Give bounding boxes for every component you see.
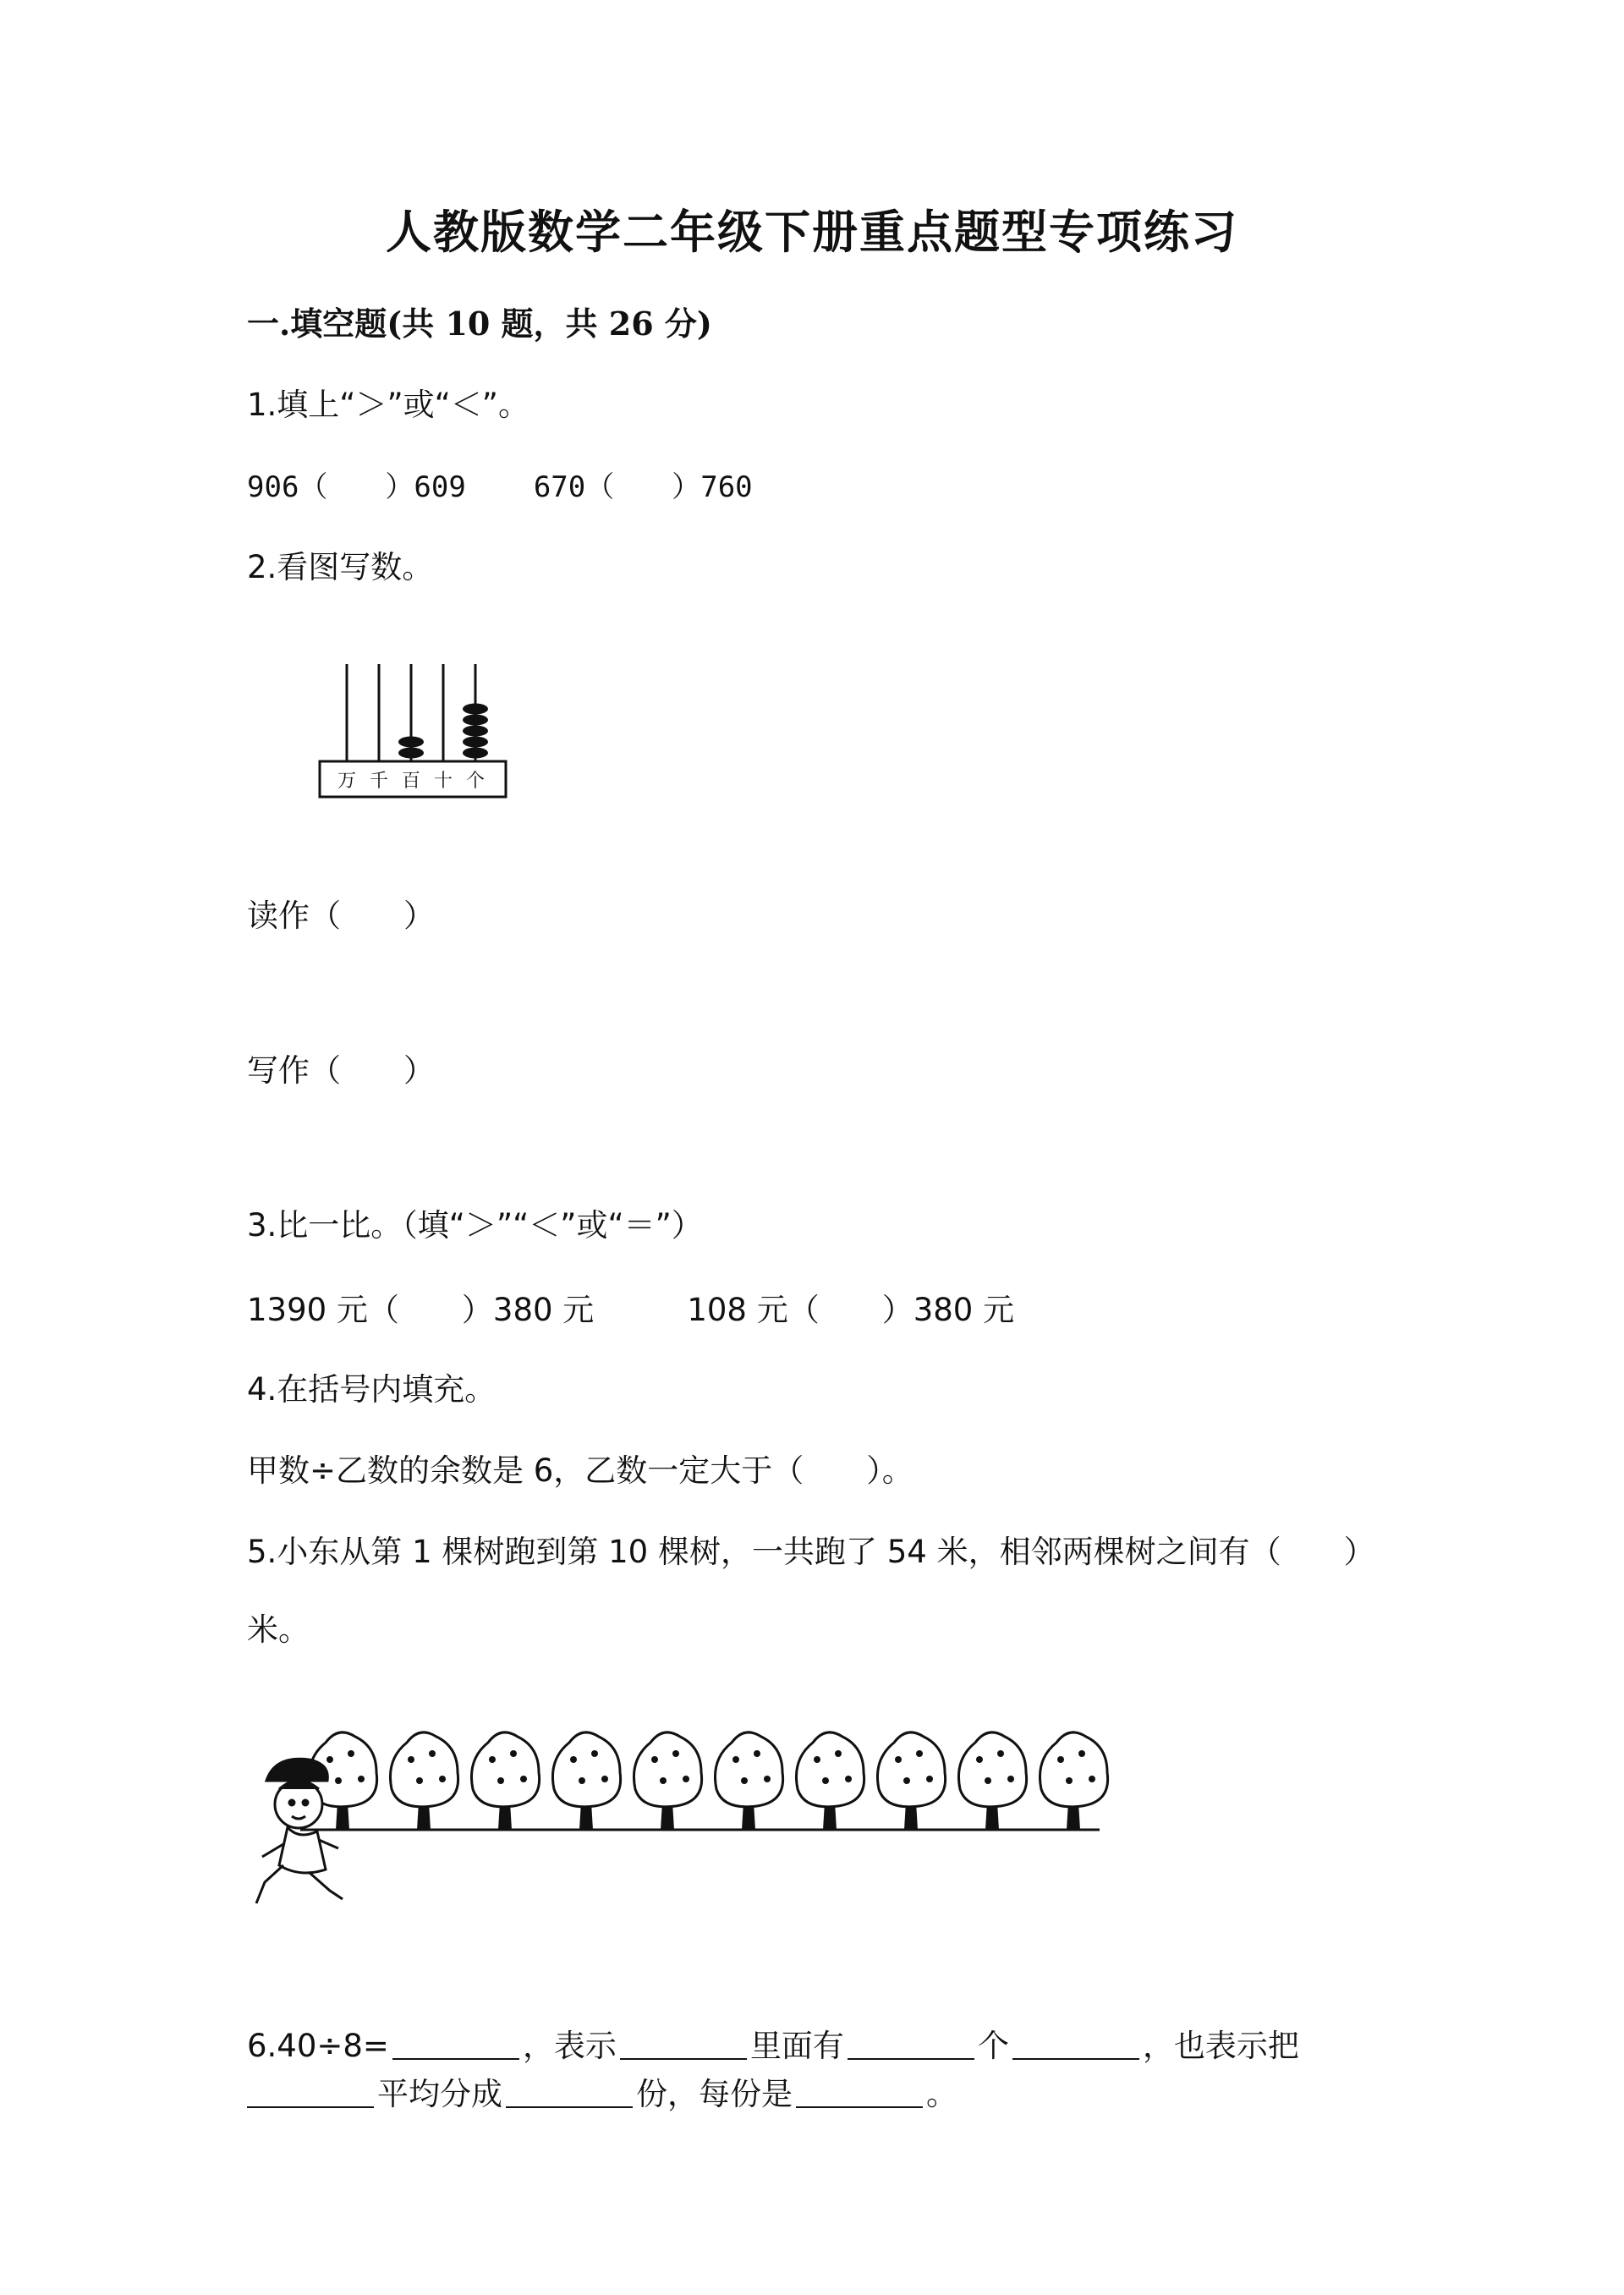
page-title: 人教版数学二年级下册重点题型专项练习 — [386, 205, 1238, 259]
q3-prompt: 3.比一比。（填“＞”“＜”或“＝”） — [247, 1207, 703, 1244]
q2-read: 读作（ ） — [247, 898, 435, 934]
abacus-label-wan: 万 — [337, 771, 357, 792]
abacus-bead — [398, 748, 424, 759]
tree-icon — [958, 1732, 1026, 1830]
tree-icon — [877, 1732, 945, 1830]
q1-item-1: 906（ ）609 — [247, 470, 466, 504]
abacus-bead — [463, 715, 488, 726]
q4-prompt: 4.在括号内填充。 — [247, 1371, 497, 1408]
q6-line-2 — [247, 2068, 957, 2114]
q5-line-2: 米。 — [247, 1611, 310, 1648]
abacus-bead — [398, 737, 424, 748]
abacus-label-qian: 千 — [369, 771, 389, 792]
abacus-bead — [463, 726, 488, 737]
q6-blank-1[interactable] — [392, 2029, 519, 2060]
abacus-figure — [313, 660, 516, 812]
tree-icon — [471, 1732, 539, 1830]
trees-figure — [250, 1721, 1129, 1933]
q3-item-1: 1390 元（ ）380 元 — [247, 1292, 595, 1328]
abacus-label-shi: 十 — [433, 771, 453, 792]
q6-blank-6[interactable] — [506, 2078, 633, 2108]
q6-blank-3[interactable] — [848, 2029, 974, 2060]
section-heading: 一.填空题(共 10 题，共 26 分) — [247, 305, 712, 343]
abacus-label-ge: 个 — [465, 771, 486, 792]
q2-write: 写作（ ） — [247, 1052, 435, 1089]
q1-item-2: 670（ ）760 — [533, 470, 753, 504]
q3-items — [247, 1284, 1014, 1330]
q6-part-7: 份，每份是 — [636, 2076, 793, 2112]
tree-icon — [715, 1732, 782, 1830]
q5-line-1: 5.小东从第 1 棵树跑到第 10 棵树，一共跑了 54 米，相邻两棵树之间有（ ） — [247, 1534, 1375, 1570]
q3-item-2: 108 元（ ）380 元 — [687, 1292, 1015, 1328]
q6-part-1: 6.40÷8= — [247, 2028, 389, 2064]
tree-row — [309, 1732, 1107, 1830]
abacus-bead — [463, 704, 488, 715]
q4-text: 甲数÷乙数的余数是 6，乙数一定大于（ ）。 — [247, 1452, 914, 1489]
q6-line-1 — [247, 2020, 1299, 2066]
q6-part-2: ，表示 — [522, 2028, 617, 2064]
abacus-bead — [463, 748, 488, 759]
abacus-label-bai: 百 — [401, 771, 421, 792]
q1-items — [247, 464, 753, 505]
q6-part-8: 。 — [926, 2076, 957, 2112]
q6-blank-7[interactable] — [796, 2078, 923, 2108]
tree-icon — [1040, 1732, 1107, 1830]
abacus-bead — [463, 737, 488, 748]
tree-icon — [796, 1732, 864, 1830]
q2-prompt: 2.看图写数。 — [247, 549, 434, 585]
q6-part-6: 平均分成 — [377, 2076, 502, 2112]
q6-part-3: 里面有 — [749, 2028, 844, 2064]
q6-blank-4[interactable] — [1012, 2029, 1139, 2060]
q6-blank-2[interactable] — [620, 2029, 747, 2060]
tree-icon — [390, 1732, 458, 1830]
q6-part-5: ，也表示把 — [1142, 2028, 1299, 2064]
q1-prompt: 1.填上“＞”或“＜”。 — [247, 387, 529, 423]
q6-blank-5[interactable] — [247, 2078, 374, 2108]
tree-icon — [634, 1732, 701, 1830]
q6-part-4: 个 — [977, 2028, 1009, 2064]
tree-icon — [552, 1732, 620, 1830]
